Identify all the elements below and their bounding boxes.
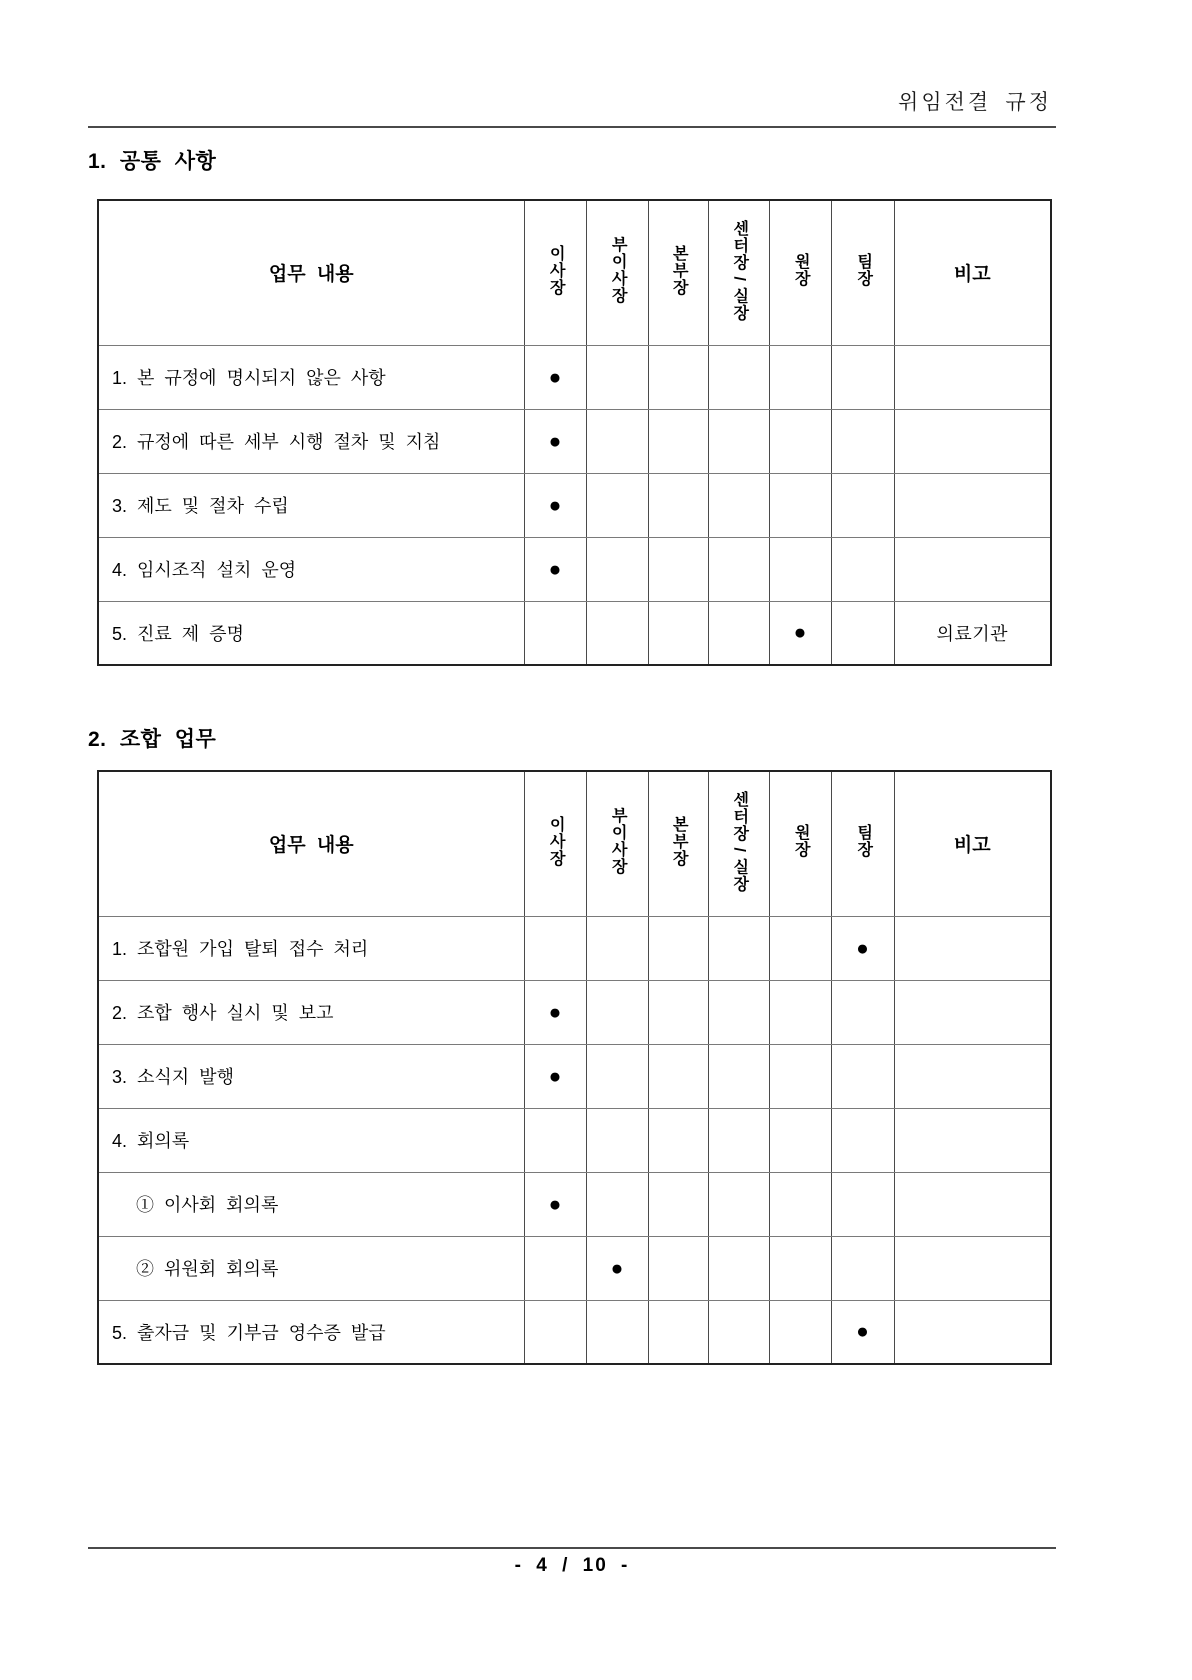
column-header-role-label: 원장 — [792, 253, 810, 288]
column-header-role — [524, 200, 586, 345]
approval-cell — [708, 473, 769, 537]
remark-cell — [894, 1172, 1051, 1236]
approval-cell — [708, 1236, 769, 1300]
approval-cell — [831, 1044, 894, 1108]
approval-cell — [708, 1172, 769, 1236]
remark-cell — [894, 980, 1051, 1044]
column-header-role — [524, 771, 586, 916]
approval-cell — [708, 916, 769, 980]
task-cell: 2. 조합 행사 실시 및 보고 — [98, 980, 524, 1044]
approval-cell — [769, 1172, 831, 1236]
approval-cell: ● — [524, 537, 586, 601]
remark-cell — [894, 916, 1051, 980]
task-cell: 5. 출자금 및 기부금 영수증 발급 — [98, 1300, 524, 1364]
approval-cell — [648, 1300, 708, 1364]
approval-table-common — [97, 199, 1052, 666]
approval-cell — [769, 980, 831, 1044]
task-cell: 4. 회의록 — [98, 1108, 524, 1172]
table-header-row — [98, 200, 1051, 345]
approval-cell — [708, 537, 769, 601]
task-cell: 5. 진료 제 증명 — [98, 601, 524, 665]
table-row — [98, 1044, 1051, 1108]
approval-cell — [708, 980, 769, 1044]
approval-cell — [586, 980, 648, 1044]
approval-cell — [586, 537, 648, 601]
approval-cell — [831, 345, 894, 409]
approval-cell — [708, 1108, 769, 1172]
column-header-role-label: 팀장 — [854, 824, 872, 859]
column-header-role — [648, 771, 708, 916]
table-row — [98, 980, 1051, 1044]
header-rule — [88, 126, 1056, 128]
remark-cell — [894, 345, 1051, 409]
column-header-role — [831, 200, 894, 345]
approval-cell: ● — [769, 601, 831, 665]
approval-cell — [831, 1236, 894, 1300]
column-header-role — [586, 771, 648, 916]
task-cell: 2. 규정에 따른 세부 시행 절차 및 지침 — [98, 409, 524, 473]
approval-cell — [831, 980, 894, 1044]
approval-cell — [586, 409, 648, 473]
table-row — [98, 537, 1051, 601]
approval-cell — [586, 345, 648, 409]
task-cell: 3. 제도 및 절차 수립 — [98, 473, 524, 537]
column-header-role-label: 본부장 — [670, 815, 688, 867]
column-header-role-label: 부이사장 — [609, 236, 627, 305]
task-cell: ② 위원회 회의록 — [98, 1236, 524, 1300]
table-header-row — [98, 771, 1051, 916]
approval-cell — [769, 1044, 831, 1108]
section-2-title: 2. 조합 업무 — [88, 728, 217, 751]
approval-cell — [648, 916, 708, 980]
column-header-role-label: 본부장 — [670, 244, 688, 296]
approval-cell — [586, 1044, 648, 1108]
column-header-role — [586, 200, 648, 345]
approval-cell: ● — [524, 409, 586, 473]
approval-cell — [831, 409, 894, 473]
table-row — [98, 409, 1051, 473]
approval-cell: ● — [524, 1044, 586, 1108]
approval-cell — [831, 473, 894, 537]
column-header-role — [831, 771, 894, 916]
approval-cell — [708, 345, 769, 409]
approval-cell — [586, 473, 648, 537]
column-header-role-label: 센터장 / 실장 — [730, 219, 748, 321]
column-header-remark: 비고 — [894, 771, 1051, 916]
approval-cell — [769, 537, 831, 601]
approval-cell — [648, 601, 708, 665]
approval-cell — [648, 473, 708, 537]
column-header-role — [769, 771, 831, 916]
remark-cell — [894, 1236, 1051, 1300]
column-header-role — [648, 200, 708, 345]
remark-cell — [894, 537, 1051, 601]
approval-cell — [648, 1044, 708, 1108]
approval-cell — [586, 1172, 648, 1236]
approval-cell — [524, 1300, 586, 1364]
approval-cell — [524, 601, 586, 665]
column-header-task: 업무 내용 — [98, 200, 524, 345]
approval-cell: ● — [586, 1236, 648, 1300]
approval-cell — [524, 1236, 586, 1300]
table-row — [98, 916, 1051, 980]
table-row — [98, 1108, 1051, 1172]
approval-cell: ● — [831, 916, 894, 980]
approval-cell — [769, 1108, 831, 1172]
table-row — [98, 601, 1051, 665]
approval-cell — [648, 1236, 708, 1300]
approval-cell: ● — [524, 473, 586, 537]
approval-cell: ● — [831, 1300, 894, 1364]
approval-table-union — [97, 770, 1052, 1365]
approval-cell — [769, 1300, 831, 1364]
approval-cell — [586, 601, 648, 665]
approval-cell — [831, 1108, 894, 1172]
approval-cell — [586, 1300, 648, 1364]
remark-cell — [894, 409, 1051, 473]
approval-cell: ● — [524, 980, 586, 1044]
approval-cell — [769, 409, 831, 473]
approval-cell — [648, 409, 708, 473]
task-cell: 1. 본 규정에 명시되지 않은 사항 — [98, 345, 524, 409]
approval-cell — [708, 601, 769, 665]
column-header-task: 업무 내용 — [98, 771, 524, 916]
document-title-header: 위임전결 규정 — [898, 90, 1052, 114]
approval-cell — [648, 1172, 708, 1236]
approval-cell — [586, 916, 648, 980]
remark-cell: 의료기관 — [894, 601, 1051, 665]
remark-cell — [894, 473, 1051, 537]
approval-cell — [648, 537, 708, 601]
column-header-role — [708, 771, 769, 916]
approval-cell: ● — [524, 345, 586, 409]
approval-cell — [831, 1172, 894, 1236]
column-header-role-label: 이사장 — [547, 244, 565, 296]
column-header-role — [769, 200, 831, 345]
approval-cell — [831, 537, 894, 601]
approval-cell — [831, 601, 894, 665]
table-row — [98, 473, 1051, 537]
table-row — [98, 1236, 1051, 1300]
task-cell: 4. 임시조직 설치 운영 — [98, 537, 524, 601]
approval-cell: ● — [524, 1172, 586, 1236]
approval-cell — [524, 916, 586, 980]
approval-cell — [648, 1108, 708, 1172]
approval-cell — [708, 1300, 769, 1364]
remark-cell — [894, 1300, 1051, 1364]
remark-cell — [894, 1044, 1051, 1108]
task-cell: ① 이사회 회의록 — [98, 1172, 524, 1236]
column-header-role-label: 팀장 — [854, 253, 872, 288]
task-cell: 1. 조합원 가입 탈퇴 접수 처리 — [98, 916, 524, 980]
column-header-role — [708, 200, 769, 345]
approval-cell — [769, 916, 831, 980]
footer-rule — [88, 1547, 1056, 1549]
table-row — [98, 345, 1051, 409]
column-header-role-label: 센터장 / 실장 — [730, 790, 748, 892]
approval-cell — [769, 1236, 831, 1300]
table-row — [98, 1300, 1051, 1364]
approval-cell — [769, 473, 831, 537]
approval-cell — [708, 409, 769, 473]
approval-cell — [769, 345, 831, 409]
column-header-role-label: 이사장 — [547, 815, 565, 867]
column-header-remark: 비고 — [894, 200, 1051, 345]
section-1-title: 1. 공통 사항 — [88, 150, 217, 173]
approval-cell — [648, 980, 708, 1044]
approval-cell — [708, 1044, 769, 1108]
task-cell: 3. 소식지 발행 — [98, 1044, 524, 1108]
approval-cell — [648, 345, 708, 409]
column-header-role-label: 원장 — [792, 824, 810, 859]
approval-cell — [586, 1108, 648, 1172]
page-number: - 4 / 10 - — [514, 1555, 630, 1576]
table-row — [98, 1172, 1051, 1236]
approval-cell — [524, 1108, 586, 1172]
column-header-role-label: 부이사장 — [609, 807, 627, 876]
remark-cell — [894, 1108, 1051, 1172]
